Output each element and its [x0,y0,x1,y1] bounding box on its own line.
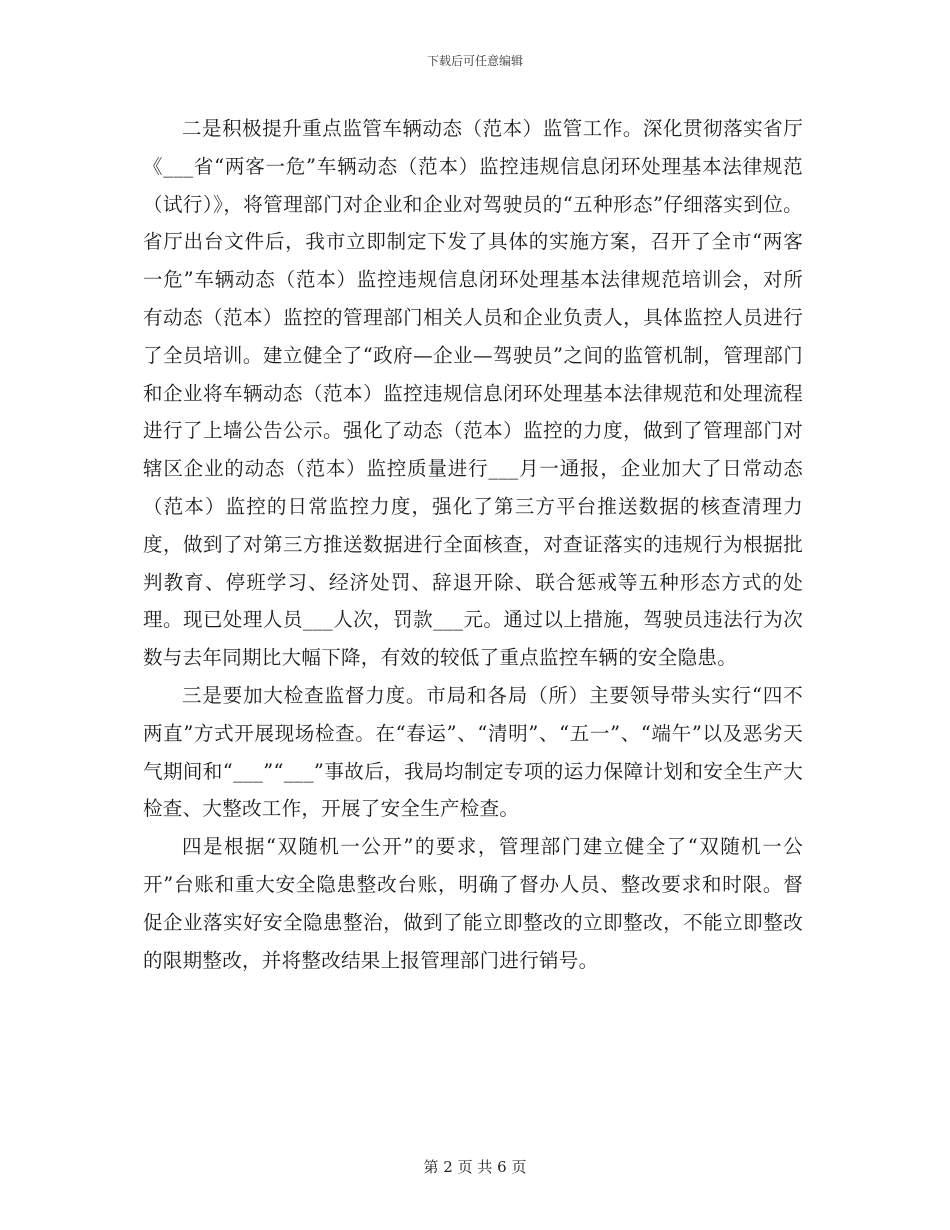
paragraph-2: 二是积极提升重点监管车辆动态（范本）监管工作。深化贯彻落实省厅《___省“两客一危”车辆动态（范本）监控违规信息闭环处理基本法律规范（试行）》，将管理部门对企业和企业对驾驶员的“五种形态”仔细落实到位。省厅出台文件后，我市立即制定下发了具体的实施方案，召开了全市“两客一危”车辆动态（范本）监控违规信息闭环处理基本法律规范培训会，对所有动态（范本）监控的管理部门相关人员和企业负责人，具体监控人员进行了全员培训。建立健全了“政府—企业—驾驶员”之间的监管机制，管理部门和企业将车辆动态（范本）监控违规信息闭环处理基本法律规范和处理流程进行了上墙公告公示。强化了动态（范本）监控的力度，做到了管理部门对辖区企业的动态（范本）监控质量进行___月一通报，企业加大了日常动态（范本）监控的日常监控力度，强化了第三方平台推送数据的核查清理力度，做到了对第三方推送数据进行全面核查，对查证落实的违规行为根据批判教育、停班学习、经济处罚、辞退开除、联合惩戒等五种形态方式的处理。现已处理人员___人次，罚款___元。通过以上措施，驾驶员违法行为次数与去年同期比大幅下降，有效的较低了重点监控车辆的安全隐患。 [143,117,803,670]
paragraph-4: 四是根据“双随机一公开”的要求，管理部门建立健全了“双随机一公开”台账和重大安全隐患整改台账，明确了督办人员、整改要求和时限。督促企业落实好安全隐患整治，做到了能立即整改的立即整改，不能立即整改的限期整改，并将整改结果上报管理部门进行销号。 [143,835,803,972]
page-number-footer: 第 2 页 共 6 页 [423,1158,527,1176]
paragraph-3: 三是要加大检查监督力度。市局和各局（所）主要领导带头实行“四不两直”方式开展现场检查。在“春运”、“清明”、“五一”、“端午”以及恶劣天气期间和“___”“___”事故后，我局均制定专项的运力保障计划和安全生产大检查、大整改工作，开展了安全生产检查。 [143,683,803,821]
document-body [143,110,803,979]
page-header: 下载后可任意编辑 [426,54,523,68]
